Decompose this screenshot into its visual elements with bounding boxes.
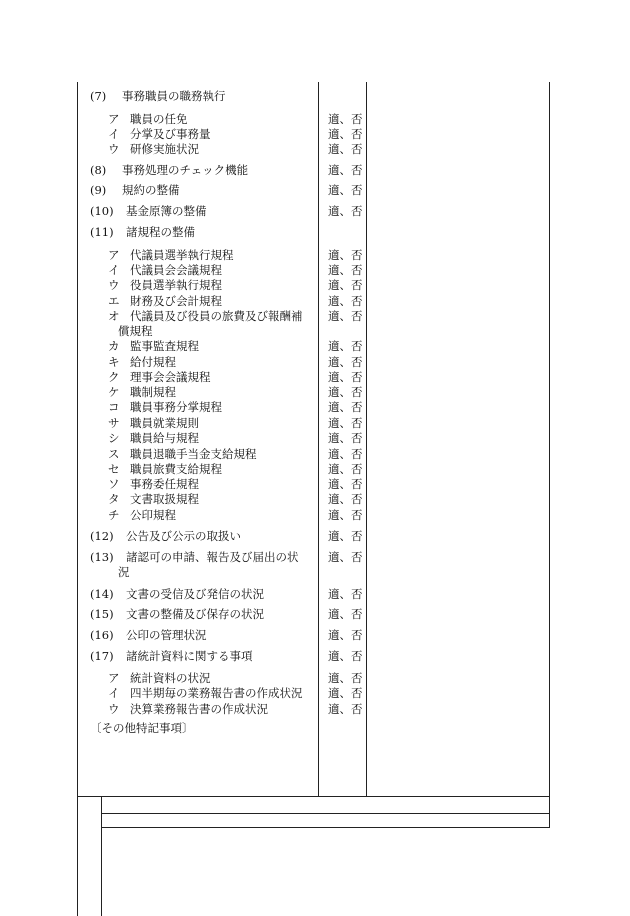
sub-item-title: 財務及び会計規程 [130, 294, 222, 308]
result-choice: 適、否 [328, 278, 363, 292]
section-row [0, 203, 630, 219]
result-choice: 適、否 [328, 339, 363, 353]
sub-item-title: 理事会会議規程 [130, 370, 211, 384]
result-choice: 適、否 [328, 550, 363, 564]
sub-item-title: 監事監査規程 [130, 339, 199, 353]
sub-item-title: 給付規程 [130, 355, 176, 369]
sub-item-title: 公印規程 [130, 508, 176, 522]
result-choice: 適、否 [328, 628, 363, 642]
sub-item-mark: ケ [108, 385, 120, 399]
sub-item-mark: ア [108, 248, 120, 262]
result-choice: 適、否 [328, 112, 363, 126]
sub-item-mark: チ [108, 508, 120, 522]
sub-item-title: 分掌及び事務量 [130, 127, 211, 141]
sub-item-mark: タ [108, 492, 120, 506]
sub-item-mark: ウ [108, 142, 120, 156]
other-notes-label-row [0, 720, 630, 736]
section-number: (10) [90, 204, 114, 218]
result-choice: 適、否 [328, 607, 363, 621]
result-choice: 適、否 [328, 447, 363, 461]
sub-item-title: 決算業務報告書の作成状況 [130, 702, 268, 716]
section-title: 事務処理のチェック機能 [122, 163, 249, 177]
checklist-row [0, 476, 630, 492]
sub-item-title: 代議員及び役員の旅費及び報酬補 [130, 309, 303, 323]
sub-item-mark: サ [108, 416, 120, 430]
sub-item-mark: オ [108, 309, 120, 323]
result-choice: 適、否 [328, 587, 363, 601]
result-choice: 適、否 [328, 529, 363, 543]
result-choice: 適、否 [328, 416, 363, 430]
checklist-row [0, 461, 630, 477]
checklist-row [0, 384, 630, 400]
sub-item-title: 統計資料の状況 [130, 671, 211, 685]
section-title: 事務職員の職務執行 [122, 89, 226, 103]
sub-item-mark: ウ [108, 702, 120, 716]
sub-item-mark: カ [108, 339, 120, 353]
sub-item-mark: コ [108, 400, 120, 414]
section-row [0, 162, 630, 178]
sub-item-title: 職員給与規程 [130, 431, 199, 445]
result-choice: 適、否 [328, 508, 363, 522]
section-row [0, 606, 630, 622]
sub-item-mark: セ [108, 462, 120, 476]
result-choice: 適、否 [328, 355, 363, 369]
section-number: (8) [90, 163, 107, 177]
section-title: 基金原簿の整備 [126, 204, 207, 218]
checklist-row [0, 399, 630, 415]
checklist-row [0, 338, 630, 354]
result-choice: 適、否 [328, 686, 363, 700]
sub-item-mark: シ [108, 431, 120, 445]
result-choice: 適、否 [328, 702, 363, 716]
bottom-row-divider [77, 796, 550, 797]
sub-item-title: 職制規程 [130, 385, 176, 399]
sub-item-title: 役員選挙執行規程 [130, 278, 222, 292]
section-title: 文書の整備及び保存の状況 [126, 607, 264, 621]
section-number: (14) [90, 587, 114, 601]
result-choice: 適、否 [328, 263, 363, 277]
checklist-row [0, 126, 630, 142]
sub-item-title: 職員旅費支給規程 [130, 462, 222, 476]
checklist-row [0, 507, 630, 523]
checklist-row [0, 430, 630, 446]
section-title: 諸統計資料に関する事項 [126, 649, 253, 663]
section-title: 公印の管理状況 [126, 628, 207, 642]
sub-item-title: 四半期毎の業務報告書の作成状況 [130, 686, 303, 700]
result-choice: 適、否 [328, 400, 363, 414]
result-choice: 適、否 [328, 142, 363, 156]
sub-item-title: 研修実施状況 [130, 142, 199, 156]
continuation-text: 況 [118, 565, 130, 579]
sub-item-title: 職員退職手当金支給規程 [130, 447, 257, 461]
checklist-row [0, 564, 630, 580]
result-choice: 適、否 [328, 431, 363, 445]
result-choice: 適、否 [328, 127, 363, 141]
checklist-row [0, 323, 630, 339]
result-choice: 適、否 [328, 462, 363, 476]
sub-item-mark: ス [108, 447, 120, 461]
checklist-row [0, 670, 630, 686]
result-choice: 適、否 [328, 163, 363, 177]
sub-item-title: 代議員選挙執行規程 [130, 248, 234, 262]
checklist-row [0, 415, 630, 431]
section-title: 諸規程の整備 [126, 225, 195, 239]
checklist-row [0, 277, 630, 293]
sub-item-mark: イ [108, 686, 120, 700]
continuation-text: 償規程 [118, 324, 153, 338]
sub-item-title: 事務委任規程 [130, 477, 199, 491]
sub-item-mark: ソ [108, 477, 120, 491]
sub-item-title: 文書取扱規程 [130, 492, 199, 506]
section-row [0, 182, 630, 198]
checklist-row [0, 685, 630, 701]
section-number: (17) [90, 649, 114, 663]
section-row [0, 549, 630, 565]
other-notes-label: 〔その他特記事項〕 [90, 721, 194, 735]
sub-item-mark: イ [108, 263, 120, 277]
checklist-row [0, 141, 630, 157]
section-row [0, 88, 630, 104]
lower-row-divider [101, 813, 550, 814]
sub-item-mark: エ [108, 294, 120, 308]
section-number: (7) [90, 89, 107, 103]
section-title: 公告及び公示の取扱い [126, 529, 241, 543]
inner-column-divider [101, 796, 102, 916]
checklist-row [0, 247, 630, 263]
checklist-row [0, 369, 630, 385]
result-choice: 適、否 [328, 309, 363, 323]
result-choice: 適、否 [328, 294, 363, 308]
result-choice: 適、否 [328, 477, 363, 491]
section-title: 規約の整備 [122, 183, 180, 197]
sub-item-mark: ア [108, 112, 120, 126]
section-title: 諸認可の申請、報告及び届出の状 [126, 550, 299, 564]
result-choice: 適、否 [328, 204, 363, 218]
result-choice: 適、否 [328, 183, 363, 197]
section-row [0, 648, 630, 664]
sub-item-title: 代議員会会議規程 [130, 263, 222, 277]
sub-item-mark: キ [108, 355, 120, 369]
checklist-row [0, 446, 630, 462]
checklist-row [0, 111, 630, 127]
sub-item-mark: ア [108, 671, 120, 685]
sub-item-mark: ク [108, 370, 120, 384]
section-number: (15) [90, 607, 114, 621]
section-number: (11) [90, 225, 114, 239]
sub-item-title: 職員就業規則 [130, 416, 199, 430]
checklist-row [0, 308, 630, 324]
result-choice: 適、否 [328, 649, 363, 663]
lower-row-bottom-divider [101, 827, 550, 828]
result-choice: 適、否 [328, 248, 363, 262]
checklist-row [0, 293, 630, 309]
section-row [0, 627, 630, 643]
section-row [0, 586, 630, 602]
section-title: 文書の受信及び発信の状況 [126, 587, 264, 601]
section-number: (16) [90, 628, 114, 642]
sub-item-title: 職員の任免 [130, 112, 188, 126]
section-row [0, 528, 630, 544]
checklist-row [0, 701, 630, 717]
checklist-row [0, 262, 630, 278]
sub-item-title: 職員事務分掌規程 [130, 400, 222, 414]
sub-item-mark: ウ [108, 278, 120, 292]
section-number: (12) [90, 529, 114, 543]
result-choice: 適、否 [328, 492, 363, 506]
result-choice: 適、否 [328, 671, 363, 685]
section-number: (9) [90, 183, 107, 197]
checklist-row [0, 491, 630, 507]
section-number: (13) [90, 550, 114, 564]
result-choice: 適、否 [328, 370, 363, 384]
section-row [0, 224, 630, 240]
sub-item-mark: イ [108, 127, 120, 141]
checklist-row [0, 354, 630, 370]
result-choice: 適、否 [328, 385, 363, 399]
